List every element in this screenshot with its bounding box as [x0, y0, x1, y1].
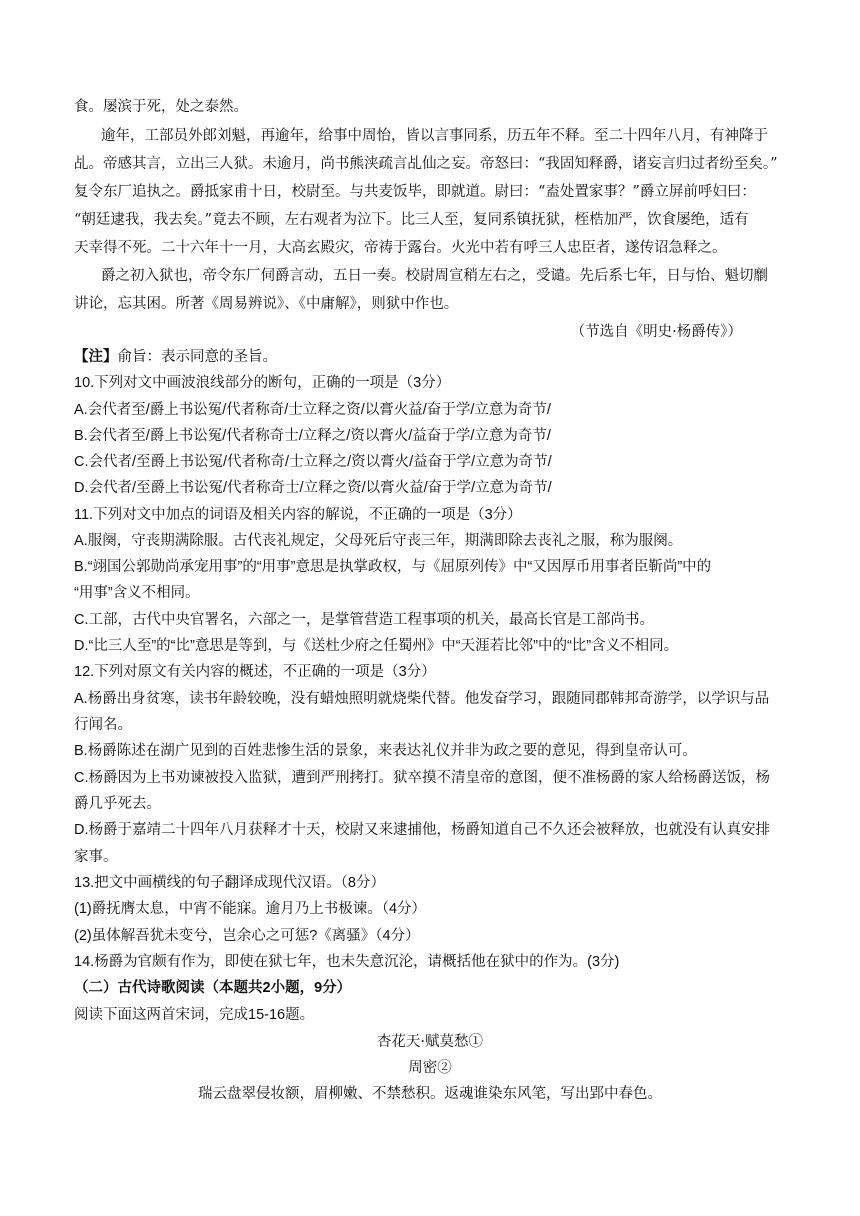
- poem-author: 周密②: [408, 1060, 452, 1076]
- passage-line: 爵之初入狱也，帝令东厂伺爵言动，五日一奏。校尉周宣稍左右之，受谴。先后系七年，日与怡、魁切劘: [101, 268, 768, 284]
- passage-line: 食。屡滨于死，处之泰然。: [74, 99, 248, 115]
- passage-text-pre: 逾年，工部员外郎刘魁，再逾年，给事中周怡，皆以言事同系，历五年不释。至二十四年八月，有神降于: [101, 128, 768, 144]
- question-13-stem: 13.把文中画横线的句子翻译成现代汉语。（8分）: [74, 875, 385, 891]
- passage-line: [101, 126, 801, 146]
- question-11-option-b: B.“翊国公郭勋尚承宠用事”的“用事”意思是执掌政权，与《屈原列传》中“又因厚币用事者臣靳尚”中的: [74, 559, 712, 575]
- section-2-heading: （二）古代诗歌阅读（本题共2小题，9分）: [74, 980, 352, 996]
- note-text: 俞旨：表示同意的圣旨。: [117, 349, 277, 365]
- question-12-option-a-cont: 行闻名。: [74, 717, 132, 733]
- question-12-option-b: B.杨爵陈述在湖广见到的百姓悲惨生活的景象，来表达礼仪并非为政之要的意见，得到皇帝认可。: [74, 743, 697, 759]
- passage-line: 天幸得不死。二十六年十一月，大高玄殿灾，帝祷于露台。火光中若有呼三人忠臣者，遂传诏急释之。: [74, 240, 727, 256]
- poem-line-1: 瑞云盘翠侵妆额，眉柳嫩、不禁愁积。返魂谁染东风笔，写出郢中春色。: [198, 1086, 662, 1102]
- question-12-option-a: A.杨爵出身贫寒，读书年龄较晚，没有蜡烛照明就烧柴代替。他发奋学习，跟随同郡韩邦奇游学，以学识与品: [74, 691, 770, 707]
- question-11-option-c: C.工部，古代中央官署名，六部之一，是掌管营造工程事项的机关，最高长官是工部尚书。: [74, 612, 654, 628]
- question-12-option-c: C.杨爵因为上书劝谏被投入监狱，遭到严刑拷打。狱卒摸不清皇帝的意图，便不准杨爵的家人给杨爵送饭，杨: [74, 770, 770, 786]
- section-2-intro: 阅读下面这两首宋词，完成15-16题。: [74, 1007, 315, 1023]
- passage-line: 复令东厂追执之。爵抵家甫十日，校尉至。与共麦饭毕，即就道。尉曰：“盍处置家事？”爵立屏前呼妇曰：: [74, 184, 756, 200]
- passage-line: 讲论，忘其困。所著《周易辨说》、《中庸解》，则狱中作也。: [74, 296, 459, 312]
- question-12-option-c-cont: 爵几乎死去。: [74, 796, 161, 812]
- question-11-option-b-cont: “用事”含义不相同。: [74, 585, 200, 601]
- question-11-option-a: A.服阕，守丧期满除服。古代丧礼规定，父母死后守丧三年，期满即除去丧礼之服，称为服阕。: [74, 533, 683, 549]
- question-11-stem: 11.下列对文中加点的词语及相关内容的解说，不正确的一项是（3分）: [74, 507, 522, 523]
- question-12-option-d-cont: 家事。: [74, 849, 118, 865]
- question-11-option-d: D.“比三人至”的“比”意思是等到，与《送杜少府之任蜀州》中“天涯若比邻”中的“比”含义不相同。: [74, 638, 679, 654]
- question-12-option-d: D.杨爵于嘉靖二十四年八月获释才十天，校尉又来逮捕他，杨爵知道自己不久还会被释放，也就没有认真安排: [74, 822, 770, 838]
- passage-source: （节选自《明史·杨爵传》）: [570, 324, 742, 340]
- question-13-item-1: (1)爵抚膺太息，中宵不能寐。逾月乃上书极谏。（4分）: [74, 901, 427, 917]
- question-13-item-2: (2)虽体解吾犹未变兮，岂余心之可惩?《离骚》（4分）: [74, 928, 420, 944]
- question-14-stem: 14.杨爵为官颇有作为，即使在狱七年，也未失意沉沦，请概括他在狱中的作为。(3分): [74, 954, 620, 970]
- question-10-option-c: C.会代者/至爵上书讼冤/代者称奇/士立释之/资以膏火/益奋于学/立意为奇节/: [74, 454, 552, 470]
- question-10-stem: 10.下列对文中画波浪线部分的断句，正确的一项是（3分）: [74, 375, 451, 391]
- passage-line: “朝廷逮我，我去矣。”竟去不顾，左右观者为泣下。比三人至，复同系镇抚狱，桎梏加严，饮食屡绝，适有: [74, 212, 749, 228]
- passage-line: 乩。帝感其言，立出三人狱。未逾月，尚书熊浃疏言乩仙之妄。帝怒曰：“我固知释爵，诸妄言归过者纷至矣。”: [74, 156, 778, 172]
- question-10-option-b: B.会代者至/爵上书讼冤/代者称奇士/立释之/资以膏火/益奋于学/立意为奇节/: [74, 428, 551, 444]
- question-10-option-d: D.会代者/至爵上书讼冤/代者称奇士/立释之资/以膏火益/奋于学/立意为奇节/: [74, 480, 552, 496]
- note: [74, 347, 794, 367]
- question-10-option-a: A.会代者至/爵上书讼冤/代者称奇/士立释之资/以膏火益/奋于学/立意为奇节/: [74, 402, 551, 418]
- question-12-stem: 12.下列对原文有关内容的概述，不正确的一项是（3分）: [74, 664, 436, 680]
- note-label: 【注】: [74, 349, 118, 365]
- poem-title: 杏花天·赋莫愁①: [376, 1034, 484, 1050]
